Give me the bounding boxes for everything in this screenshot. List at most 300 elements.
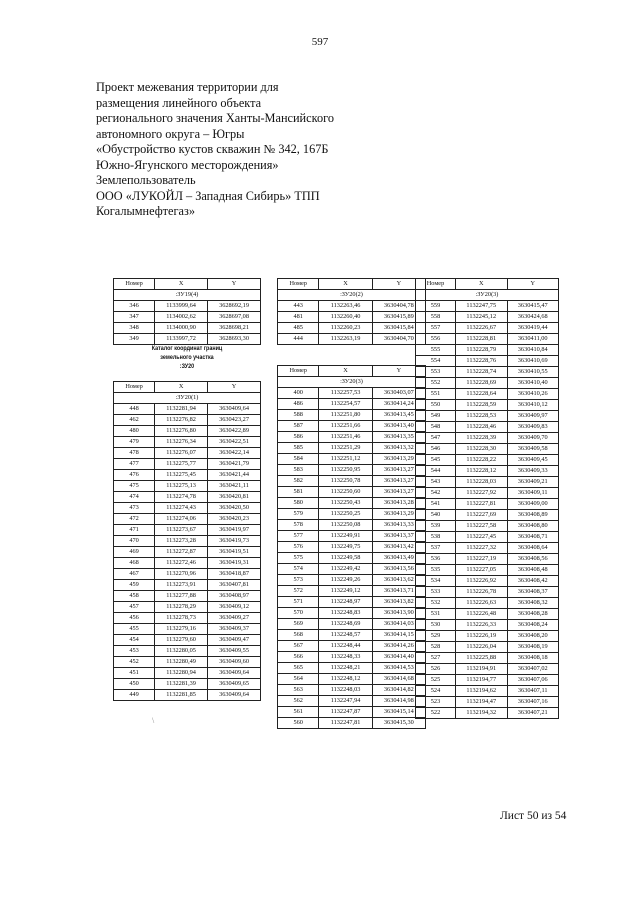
point-number: 538 — [416, 532, 456, 543]
point-number: 575 — [278, 553, 319, 564]
table-row — [416, 697, 559, 708]
y-value: 3630419,31 — [208, 558, 261, 569]
point-number: 568 — [278, 630, 319, 641]
x-value: 1132227,05 — [456, 565, 507, 576]
x-value: 1132276,07 — [155, 448, 208, 459]
y-value: 3630414,53 — [372, 663, 425, 674]
table-row — [278, 674, 426, 685]
point-number: 586 — [278, 432, 319, 443]
point-number: 556 — [416, 334, 456, 345]
point-number: 527 — [416, 653, 456, 664]
y-value: 3630422,89 — [208, 426, 261, 437]
y-value: 3630420,50 — [208, 503, 261, 514]
point-number: 348 — [114, 323, 155, 334]
table-row — [416, 598, 559, 609]
x-value: 1133997,72 — [155, 334, 208, 345]
y-value: 3630408,89 — [507, 510, 559, 521]
page-number: 597 — [311, 36, 329, 48]
table-row — [278, 334, 426, 345]
y-value: 3630415,84 — [372, 323, 425, 334]
x-value: 1132249,12 — [319, 586, 372, 597]
x-value: 1132280,49 — [155, 657, 208, 668]
x-value: 1133999,64 — [155, 301, 208, 312]
y-value: 3630415,47 — [507, 301, 559, 312]
point-number: 452 — [114, 657, 155, 668]
table-row — [114, 503, 261, 514]
y-value: 3630422,14 — [208, 448, 261, 459]
table-row — [114, 536, 261, 547]
number-header: Номер — [114, 382, 155, 393]
table-row — [114, 459, 261, 470]
number-header: Номер — [278, 366, 319, 377]
point-number: 458 — [114, 591, 155, 602]
x-value: 1132251,46 — [319, 432, 372, 443]
table-row — [416, 323, 559, 334]
x-value: 1132247,94 — [319, 696, 372, 707]
point-number: 531 — [416, 609, 456, 620]
y-value: 3630409,83 — [507, 422, 559, 433]
point-number: 559 — [416, 301, 456, 312]
x-value: 1132249,91 — [319, 531, 372, 542]
title-line: «Обустройство кустов скважин № 342, 167Б — [96, 142, 329, 156]
table-row — [114, 613, 261, 624]
group-label: :ЗУ20(1) — [114, 393, 261, 404]
y-value: 3630413,71 — [372, 586, 425, 597]
table-header-row — [278, 366, 426, 377]
point-number: 574 — [278, 564, 319, 575]
y-value: 3630424,68 — [507, 312, 559, 323]
table-row — [416, 587, 559, 598]
x-value: 1132276,82 — [155, 415, 208, 426]
point-number: 564 — [278, 674, 319, 685]
number-header: Номер — [114, 279, 155, 290]
point-number: 449 — [114, 690, 155, 701]
point-number: 580 — [278, 498, 319, 509]
x-value: 1132274,06 — [155, 514, 208, 525]
y-value: 3630407,11 — [507, 686, 559, 697]
y-value: 3628697,08 — [208, 312, 261, 323]
y-value: 3630414,68 — [372, 674, 425, 685]
table-row — [416, 389, 559, 400]
point-number: 451 — [114, 668, 155, 679]
y-value: 3630407,02 — [507, 664, 559, 675]
table-row — [278, 410, 426, 421]
point-number: 462 — [114, 415, 155, 426]
table-row — [416, 433, 559, 444]
table-row — [278, 421, 426, 432]
x-value: 1132247,81 — [319, 718, 372, 729]
y-value: 3630408,80 — [507, 521, 559, 532]
table-row — [278, 323, 426, 334]
x-header: X — [155, 382, 208, 393]
coordinates-table — [277, 278, 426, 345]
table-row — [114, 646, 261, 657]
table-row — [416, 345, 559, 356]
point-number: 470 — [114, 536, 155, 547]
table-row — [278, 619, 426, 630]
point-number: 581 — [278, 487, 319, 498]
point-number: 560 — [278, 718, 319, 729]
x-value: 1132263,46 — [319, 301, 372, 312]
coordinates-table — [277, 365, 426, 729]
table-row — [416, 543, 559, 554]
x-value: 1132226,19 — [456, 631, 507, 642]
title-line: Землепользователь — [96, 173, 196, 187]
x-value: 1132225,88 — [456, 653, 507, 664]
table-row — [114, 635, 261, 646]
y-header: Y — [507, 279, 559, 290]
table-group-row — [278, 290, 426, 301]
y-value: 3630408,20 — [507, 631, 559, 642]
y-value: 3630413,29 — [372, 454, 425, 465]
y-value: 3630414,15 — [372, 630, 425, 641]
table-row — [114, 437, 261, 448]
x-value: 1132227,81 — [456, 499, 507, 510]
x-value: 1132250,95 — [319, 465, 372, 476]
title-line: автономного округа – Югры — [96, 126, 245, 141]
point-number: 486 — [278, 399, 319, 410]
table-row — [114, 426, 261, 437]
x-value: 1132274,43 — [155, 503, 208, 514]
x-value: 1132247,87 — [319, 707, 372, 718]
y-value: 3630408,48 — [507, 565, 559, 576]
table-row — [278, 564, 426, 575]
y-value: 3628698,21 — [208, 323, 261, 334]
table-row — [278, 531, 426, 542]
x-value: 1132194,77 — [456, 675, 507, 686]
y-value: 3630421,79 — [208, 459, 261, 470]
x-value: 1132226,63 — [456, 598, 507, 609]
table-row — [416, 554, 559, 565]
y-value: 3630408,32 — [507, 598, 559, 609]
point-number: 400 — [278, 388, 319, 399]
table-row — [278, 498, 426, 509]
x-value: 1132249,75 — [319, 542, 372, 553]
x-value: 1132245,12 — [456, 312, 507, 323]
table-row — [416, 455, 559, 466]
y-value: 3630409,33 — [507, 466, 559, 477]
y-value: 3630413,32 — [372, 443, 425, 454]
x-value: 1132226,78 — [456, 587, 507, 598]
x-header: X — [319, 366, 372, 377]
x-value: 1132228,22 — [456, 455, 507, 466]
x-value: 1132276,80 — [155, 426, 208, 437]
y-value: 3630407,81 — [208, 580, 261, 591]
y-value: 3630414,24 — [372, 399, 425, 410]
y-value: 3630410,69 — [507, 356, 559, 367]
point-number: 480 — [114, 426, 155, 437]
table-row — [416, 631, 559, 642]
y-value: 3630410,84 — [507, 345, 559, 356]
table-row — [114, 448, 261, 459]
y-value: 3630413,27 — [372, 487, 425, 498]
table-row — [278, 663, 426, 674]
x-value: 1132250,25 — [319, 509, 372, 520]
y-value: 3630409,65 — [208, 679, 261, 690]
point-number: 443 — [278, 301, 319, 312]
table-header-row — [278, 279, 426, 290]
x-value: 1132273,28 — [155, 536, 208, 547]
y-value: 3630413,90 — [372, 608, 425, 619]
table-row — [114, 415, 261, 426]
y-value: 3630413,42 — [372, 542, 425, 553]
point-number: 550 — [416, 400, 456, 411]
point-number: 530 — [416, 620, 456, 631]
point-number: 526 — [416, 664, 456, 675]
y-value: 3630413,27 — [372, 465, 425, 476]
y-value: 3630404,70 — [372, 334, 425, 345]
group-label: :ЗУ20(3) — [416, 290, 559, 301]
x-value: 1132251,80 — [319, 410, 372, 421]
table-row — [278, 696, 426, 707]
point-number: 469 — [114, 547, 155, 558]
group-label: :ЗУ20(3) — [278, 377, 426, 388]
x-value: 1132249,42 — [319, 564, 372, 575]
number-header: Номер — [416, 279, 456, 290]
point-number: 572 — [278, 586, 319, 597]
point-number: 455 — [114, 624, 155, 635]
point-number: 528 — [416, 642, 456, 653]
table-row — [416, 444, 559, 455]
point-number: 579 — [278, 509, 319, 520]
table-row — [416, 488, 559, 499]
point-number: 561 — [278, 707, 319, 718]
table-row — [416, 686, 559, 697]
point-number: 557 — [416, 323, 456, 334]
y-value: 3630413,62 — [372, 575, 425, 586]
point-number: 481 — [278, 312, 319, 323]
point-number: 547 — [416, 433, 456, 444]
point-number: 576 — [278, 542, 319, 553]
x-value: 1132250,78 — [319, 476, 372, 487]
x-value: 1132250,60 — [319, 487, 372, 498]
y-value: 3630408,56 — [507, 554, 559, 565]
x-value: 1132248,44 — [319, 641, 372, 652]
table-row — [416, 708, 559, 719]
y-header: Y — [208, 382, 261, 393]
x-value: 1132270,96 — [155, 569, 208, 580]
table-row — [114, 492, 261, 503]
table-header-row — [114, 382, 261, 393]
point-number: 485 — [278, 323, 319, 334]
table-row — [416, 521, 559, 532]
y-value: 3630407,06 — [507, 675, 559, 686]
y-value: 3630410,55 — [507, 367, 559, 378]
table-row — [114, 470, 261, 481]
point-number: 479 — [114, 437, 155, 448]
x-value: 1132257,53 — [319, 388, 372, 399]
point-number: 473 — [114, 503, 155, 514]
table-row — [114, 668, 261, 679]
point-number: 476 — [114, 470, 155, 481]
point-number: 562 — [278, 696, 319, 707]
y-value: 3630413,27 — [372, 476, 425, 487]
y-value: 3630422,51 — [208, 437, 261, 448]
y-value: 3630407,16 — [507, 697, 559, 708]
table-row — [416, 356, 559, 367]
table-row — [278, 608, 426, 619]
table-header-row — [114, 279, 261, 290]
point-number: 478 — [114, 448, 155, 459]
x-value: 1132226,92 — [456, 576, 507, 587]
table-group-row — [114, 393, 261, 404]
table-row — [114, 602, 261, 613]
table-row — [114, 657, 261, 668]
point-number: 585 — [278, 443, 319, 454]
x-value: 1132272,87 — [155, 547, 208, 558]
coordinates-table — [113, 381, 261, 701]
x-value: 1132228,46 — [456, 422, 507, 433]
x-value: 1132226,04 — [456, 642, 507, 653]
table-row — [114, 514, 261, 525]
y-value: 3630409,70 — [507, 433, 559, 444]
point-number: 522 — [416, 708, 456, 719]
x-value: 1132248,83 — [319, 608, 372, 619]
y-value: 3630408,19 — [507, 642, 559, 653]
table-row — [416, 510, 559, 521]
x-value: 1132228,59 — [456, 400, 507, 411]
x-header: X — [155, 279, 208, 290]
point-number: 457 — [114, 602, 155, 613]
coordinates-table — [415, 278, 559, 719]
sheet-footer: Лист 50 из 54 — [500, 810, 567, 822]
table-row — [416, 301, 559, 312]
point-number: 583 — [278, 465, 319, 476]
group-label: :ЗУ19(4) — [114, 290, 261, 301]
x-value: 1132280,05 — [155, 646, 208, 657]
x-value: 1132263,19 — [319, 334, 372, 345]
x-value: 1132227,58 — [456, 521, 507, 532]
point-number: 537 — [416, 543, 456, 554]
point-number: 456 — [114, 613, 155, 624]
x-value: 1132275,45 — [155, 470, 208, 481]
x-value: 1132281,39 — [155, 679, 208, 690]
table-row — [278, 718, 426, 729]
table-row — [416, 576, 559, 587]
caption-line: :ЗУ20 — [179, 363, 195, 370]
table-row — [416, 378, 559, 389]
point-number: 539 — [416, 521, 456, 532]
table-row — [416, 466, 559, 477]
point-number: 467 — [114, 569, 155, 580]
x-value: 1132228,64 — [456, 389, 507, 400]
point-number: 448 — [114, 404, 155, 415]
point-number: 523 — [416, 697, 456, 708]
table-row — [278, 597, 426, 608]
point-number: 566 — [278, 652, 319, 663]
point-number: 555 — [416, 345, 456, 356]
y-value: 3630409,64 — [208, 404, 261, 415]
table-row — [278, 465, 426, 476]
y-value: 3630409,00 — [507, 499, 559, 510]
table-row — [114, 301, 261, 312]
table-row — [114, 679, 261, 690]
x-value: 1132278,29 — [155, 602, 208, 613]
number-header: Номер — [278, 279, 319, 290]
table-group-row — [416, 290, 559, 301]
y-value: 3630413,56 — [372, 564, 425, 575]
y-value: 3630409,58 — [507, 444, 559, 455]
x-value: 1132274,78 — [155, 492, 208, 503]
x-value: 1132228,69 — [456, 378, 507, 389]
title-line: ООО «ЛУКОЙЛ – Западная Сибирь» ТПП — [96, 188, 320, 203]
table-row — [114, 312, 261, 323]
table-row — [114, 525, 261, 536]
table-row — [278, 652, 426, 663]
x-value: 1132249,26 — [319, 575, 372, 586]
x-value: 1132281,94 — [155, 404, 208, 415]
point-number: 565 — [278, 663, 319, 674]
y-value: 3630423,27 — [208, 415, 261, 426]
y-value: 3630419,51 — [208, 547, 261, 558]
table-row — [278, 520, 426, 531]
point-number: 533 — [416, 587, 456, 598]
y-value: 3630408,71 — [507, 532, 559, 543]
y-value: 3630413,33 — [372, 520, 425, 531]
x-value: 1132275,13 — [155, 481, 208, 492]
y-value: 3630415,89 — [372, 312, 425, 323]
point-number: 529 — [416, 631, 456, 642]
x-header: X — [319, 279, 372, 290]
point-number: 536 — [416, 554, 456, 565]
catalog-caption — [126, 344, 247, 371]
y-value: 3630421,11 — [208, 481, 261, 492]
point-number: 544 — [416, 466, 456, 477]
table-row — [416, 367, 559, 378]
y-value: 3630413,82 — [372, 597, 425, 608]
table-row — [416, 334, 559, 345]
y-value: 3630414,40 — [372, 652, 425, 663]
table-row — [416, 312, 559, 323]
y-value: 3630414,26 — [372, 641, 425, 652]
table-row — [278, 575, 426, 586]
table-row — [416, 422, 559, 433]
x-header: X — [456, 279, 507, 290]
point-number: 468 — [114, 558, 155, 569]
table-row — [278, 586, 426, 597]
table-row — [278, 454, 426, 465]
y-value: 3630409,27 — [208, 613, 261, 624]
y-value: 3630419,73 — [208, 536, 261, 547]
y-value: 3630413,45 — [372, 410, 425, 421]
table-row — [278, 432, 426, 443]
point-number: 570 — [278, 608, 319, 619]
x-value: 1132273,91 — [155, 580, 208, 591]
title-line: регионального значения Ханты-Мансийского — [96, 111, 334, 125]
y-value: 3630409,21 — [507, 477, 559, 488]
table-row — [114, 580, 261, 591]
x-value: 1132249,58 — [319, 553, 372, 564]
point-number: 584 — [278, 454, 319, 465]
x-value: 1132273,67 — [155, 525, 208, 536]
y-value: 3630415,14 — [372, 707, 425, 718]
y-value: 3630413,28 — [372, 498, 425, 509]
table-row — [114, 624, 261, 635]
table-row — [416, 642, 559, 653]
x-value: 1132260,23 — [319, 323, 372, 334]
y-value: 3630414,03 — [372, 619, 425, 630]
point-number: 587 — [278, 421, 319, 432]
point-number: 444 — [278, 334, 319, 345]
y-value: 3630403,07 — [372, 388, 425, 399]
y-value: 3630409,97 — [507, 411, 559, 422]
y-value: 3630410,26 — [507, 389, 559, 400]
point-number: 563 — [278, 685, 319, 696]
table-row — [278, 443, 426, 454]
y-value: 3630413,49 — [372, 553, 425, 564]
caption-line: земельного участка — [160, 354, 214, 361]
table-header-row — [416, 279, 559, 290]
